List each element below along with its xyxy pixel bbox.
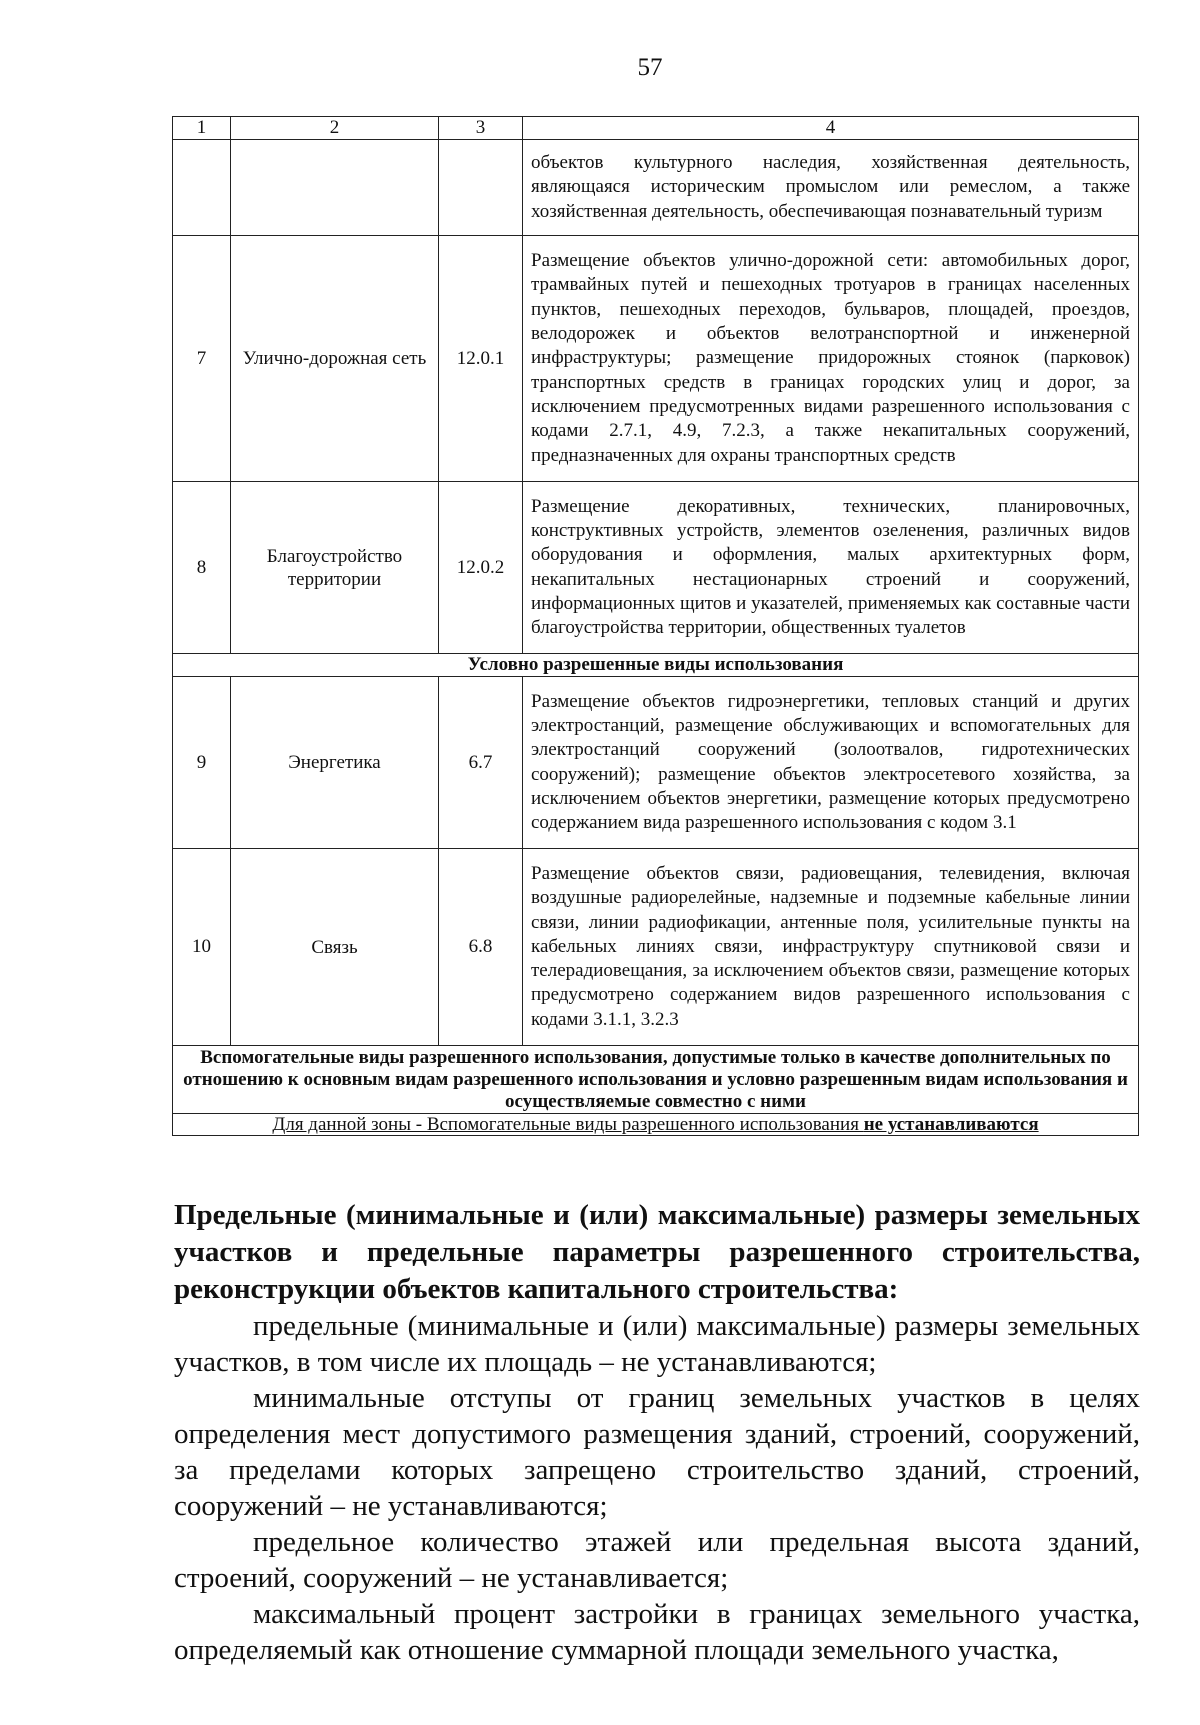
paragraph: предельные (минимальные и (или) максимальные) размеры земельных участков, в том числе их площадь – не устанавливаются; [174,1310,1140,1378]
row-number: 8 [173,482,231,654]
auxiliary-note-emphasis: не устанавливаются [863,1113,1039,1135]
section-row [173,654,1139,677]
row-name: Благоустройство территории [231,482,439,654]
row-description: объектов культурного наследия, хозяйственная деятельность, являющаяся историческим промыслом или ремеслом, а также хозяйственная деятельность, обеспечивающая познавательный туризм [523,140,1139,236]
auxiliary-note [173,1114,1139,1136]
section-row [173,1046,1139,1114]
row-description: Размещение объектов улично-дорожной сети: автомобильных дорог, трамвайных путей и пешеходных тротуаров в границах населенных пунктов, пешеходных переходов, бульваров, площадей, проездов, велодорожек и объектов велотранспортной и инженерной инфраструктуры; размещение придорожных стоянок (парковок) транспортных средств в границах городских улиц и дорог, за исключением предусмотренных видами разрешенного использования с кодами 2.7.1, 4.9, 7.2.3, а также некапитальных сооружений, предназначенных для охраны транспортных средств [523,236,1139,482]
row-description: Размещение декоративных, технических, планировочных, конструктивных устройств, элементов озеленения, различных видов оборудования и оформления, малых архитектурных форм, некапитальных нестационарных строений и сооружений, информационных щитов и указателей, применяемых как составные части благоустройства территории, общественных туалетов [523,482,1139,654]
column-header: 2 [231,117,439,140]
table-row [173,236,1139,482]
row-description: Размещение объектов гидроэнергетики, тепловых станций и других электростанций, размещение обслуживающих и вспомогательных для электростанций сооружений (золоотвалов, гидротехнических сооружений); размещение объектов электросетевого хозяйства, за исключением объектов энергетики, размещение которых предусмотрено содержанием вида разрешенного использования с кодом 3.1 [523,677,1139,849]
row-name: Улично-дорожная сеть [231,236,439,482]
page-number: 57 [637,54,663,81]
paragraph: предельное количество этажей или предельная высота зданий, строений, сооружений – не устанавливается; [174,1526,1140,1594]
note-row [173,1114,1139,1136]
table-header-row [173,117,1139,140]
auxiliary-section-title: Вспомогательные виды разрешенного использования, допустимые только в качестве дополнительных по отношению к основным видам разрешенного использования и условно разрешенным видам использования и осуществляемые совместно с ними [173,1046,1139,1114]
row-code: 6.7 [439,677,523,849]
section-heading: Предельные (минимальные и (или) максимальные) размеры земельных участков и предельные параметры разрешенного строительства, реконструкции объектов капитального строительства: [174,1199,1140,1305]
row-name: Связь [231,849,439,1046]
row-name: Энергетика [231,677,439,849]
row-code: 6.8 [439,849,523,1046]
row-name-cell [231,140,439,236]
paragraph: максимальный процент застройки в границах земельного участка, определяемый как отношение суммарной площади земельного участка, [174,1598,1140,1666]
table-row [173,482,1139,654]
paragraph: минимальные отступы от границ земельных участков в целях определения мест допустимого размещения зданий, строений, сооружений, за пределами которых запрещено строительство зданий, строений, сооружений – не устанавливаются; [174,1382,1140,1522]
conditional-section-title: Условно разрешенные виды использования [173,654,1139,677]
row-number: 9 [173,677,231,849]
row-number-cell [173,140,231,236]
auxiliary-note-prefix: Для данной зоны - Вспомогательные виды разрешенного использования [272,1113,864,1135]
row-code: 12.0.2 [439,482,523,654]
column-header: 3 [439,117,523,140]
row-code: 12.0.1 [439,236,523,482]
land-use-table [172,116,1139,1136]
row-number: 10 [173,849,231,1046]
column-header: 4 [523,117,1139,140]
table-row [173,849,1139,1046]
column-header: 1 [173,117,231,140]
body-text [174,1197,1140,1668]
row-code-cell [439,140,523,236]
table-row [173,677,1139,849]
row-number: 7 [173,236,231,482]
row-description: Размещение объектов связи, радиовещания, телевидения, включая воздушные радиорелейные, надземные и подземные кабельные линии связи, линии радиофикации, антенные поля, усилительные пункты на кабельных линиях связи, инфраструктуру спутниковой связи и телерадиовещания, за исключением объектов связи, размещение которых предусмотрено содержанием видов разрешенного использования с кодами 3.1.1, 3.2.3 [523,849,1139,1046]
table-row [173,140,1139,236]
